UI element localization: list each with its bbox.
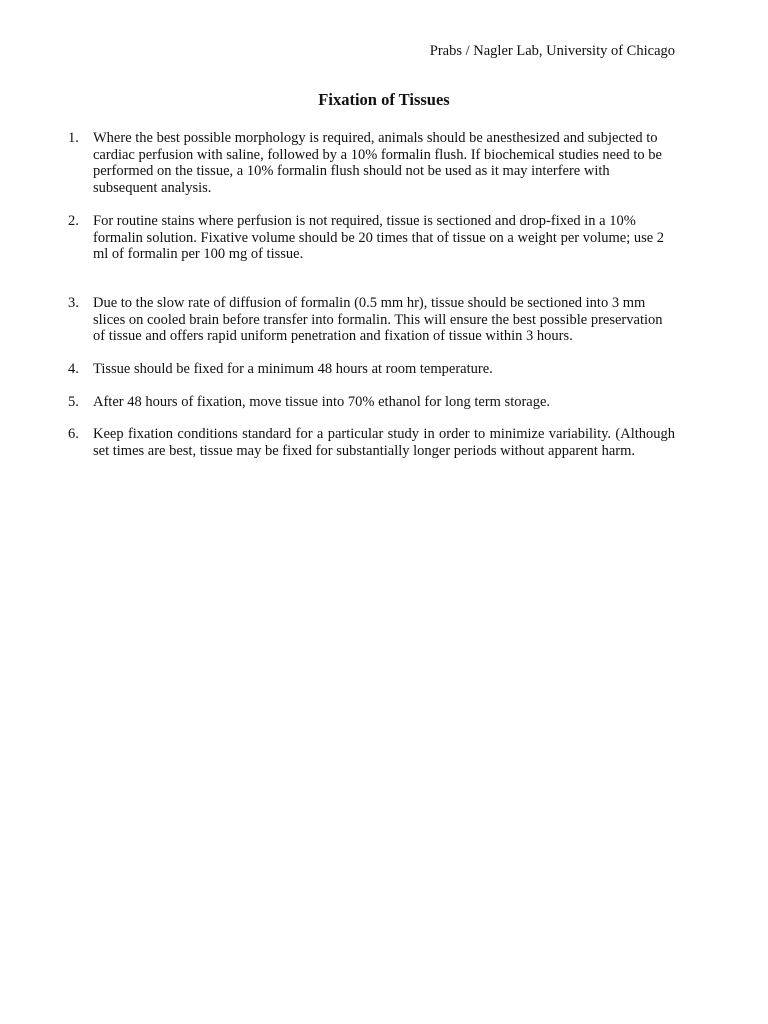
list-item-1 [68, 130, 675, 197]
list-item-text: After 48 hours of fixation, move tissue into 70% ethanol for long term storage. [93, 393, 551, 410]
list-item-text: For routine stains where perfusion is not required, tissue is sectioned and drop-fixed in a 10% formalin solution. Fixative volume should be 20 times that of tissue on a weight per volume; use 2 ml of formalin per 100 mg of tissue. [93, 212, 665, 263]
list-item-3 [68, 295, 675, 345]
list-item-5 [68, 394, 675, 411]
list-item-4 [68, 361, 675, 378]
procedure-list [68, 130, 675, 460]
list-item-text: Tissue should be fixed for a minimum 48 hours at room temperature. [93, 361, 493, 378]
list-item-number: 4. [68, 361, 79, 378]
document-title: Fixation of Tissues [318, 90, 450, 109]
list-item-2 [68, 213, 675, 263]
list-item-text: Keep fixation conditions standard for a particular study in order to minimize variability. (Although set times are best, tissue may be fixed for substantially longer periods without apparent harm. [93, 426, 675, 460]
list-item-6 [68, 426, 675, 459]
list-item-number: 3. [68, 294, 79, 311]
list-item-text: Due to the slow rate of diffusion of formalin (0.5 mm hr), tissue should be sectioned into 3 mm slices on cooled brain before transfer into formalin. This will ensure the best possible preservation of tissue and offers rapid uniform penetration and fixation of tissue within 3 hours. [93, 294, 663, 345]
list-item-number: 5. [68, 393, 79, 410]
page-header: Prabs / Nagler Lab, University of Chicago [429, 43, 675, 59]
list-item-number: 2. [68, 212, 79, 229]
list-item-number: 6. [68, 426, 79, 443]
list-item-number: 1. [68, 130, 79, 146]
list-item-text: Where the best possible morphology is required, animals should be anesthesized and subjected to cardiac perfusion with saline, followed by a 10% formalin flush. If biochemical studies need to be performed on the tissue, a 10% formalin flush should not be used as it may interfere with subsequent analysis. [93, 130, 662, 197]
